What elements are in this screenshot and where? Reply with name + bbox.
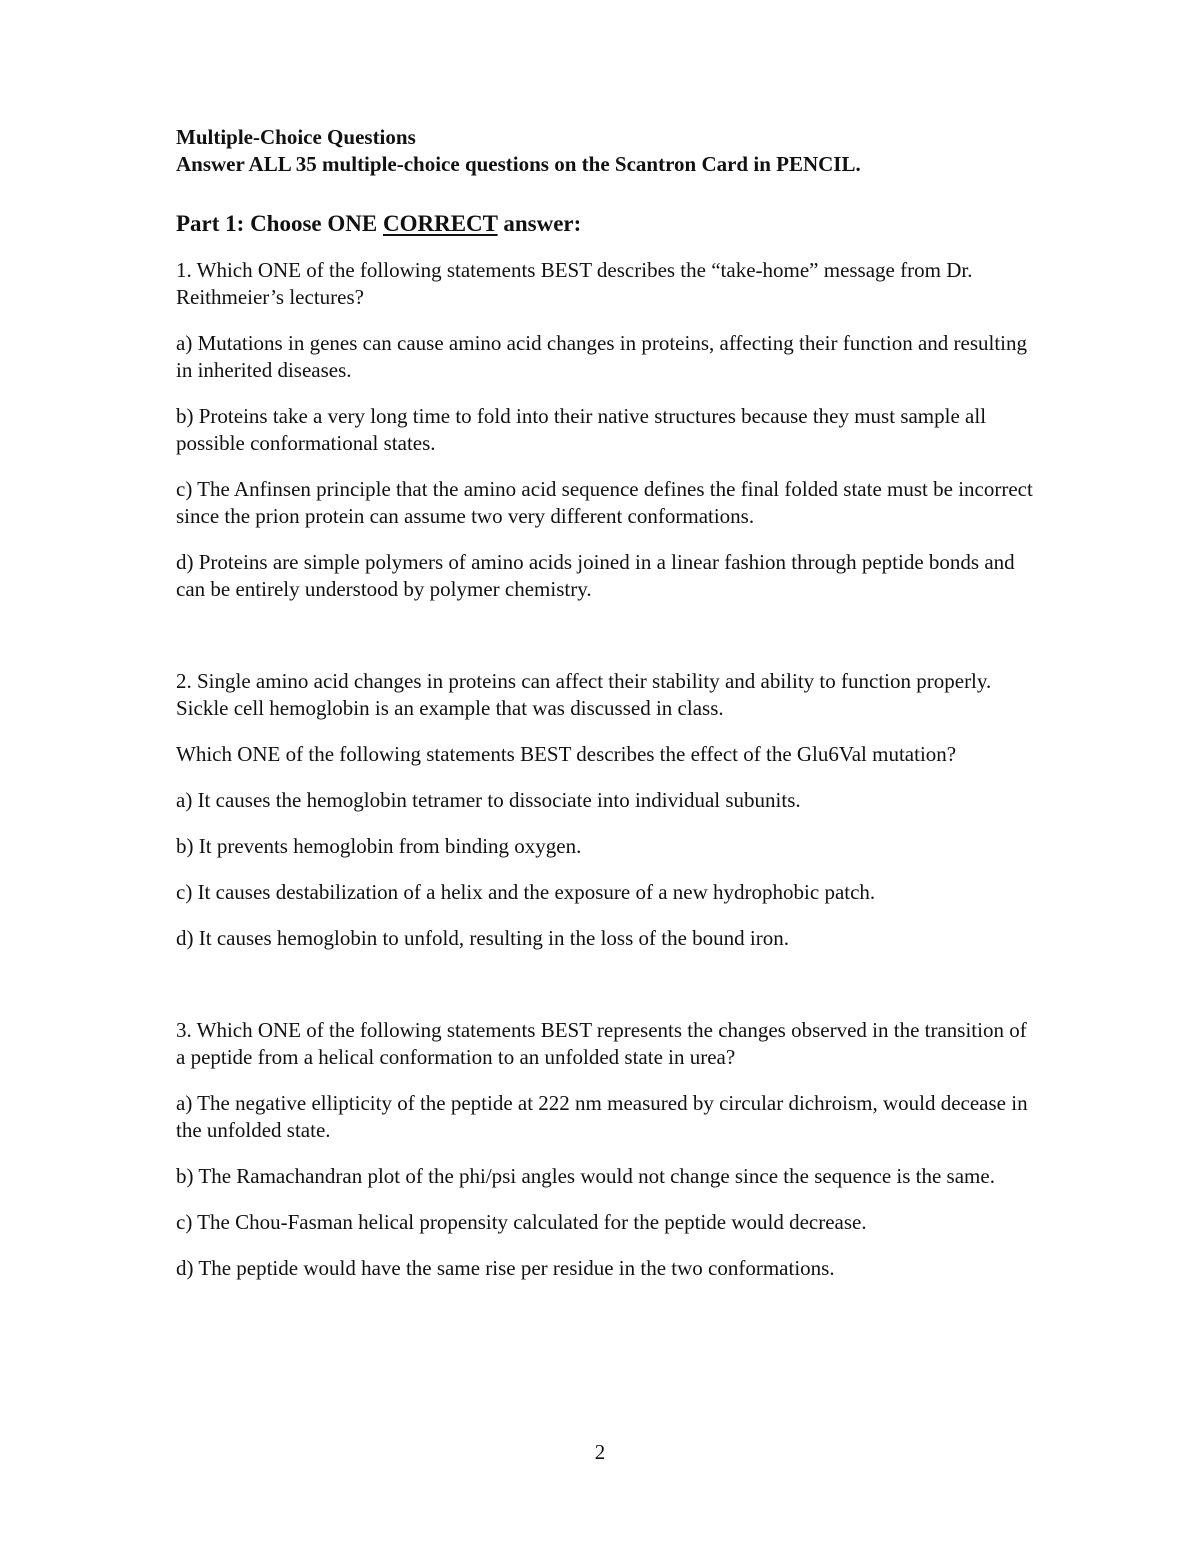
page-number: 2: [594, 1440, 606, 1464]
question-2-intro: 2. Single amino acid changes in proteins can affect their stability and ability to function properly. Sickle cell hemoglobin is an example that was discussed in class.: [176, 669, 992, 720]
question-3-option-b: b) The Ramachandran plot of the phi/psi angles would not change since the sequence is the same.: [176, 1164, 995, 1188]
question-1-option-d: d) Proteins are simple polymers of amino acids joined in a linear fashion through peptide bonds and can be entirely understood by polymer chemistry.: [176, 550, 1015, 601]
part-heading-suffix: answer:: [497, 211, 582, 236]
question-2-option-a: a) It causes the hemoglobin tetramer to dissociate into individual subunits.: [176, 788, 801, 812]
part-heading-prefix: Part 1: Choose ONE: [176, 211, 383, 236]
question-2-option-d: d) It causes hemoglobin to unfold, resulting in the loss of the bound iron.: [176, 926, 789, 950]
question-3-option-c: c) The Chou-Fasman helical propensity calculated for the peptide would decrease.: [176, 1210, 867, 1234]
question-3-stem: 3. Which ONE of the following statements BEST represents the changes observed in the transition of a peptide from a helical conformation to an unfolded state in urea?: [176, 1018, 1027, 1069]
question-1-option-b: b) Proteins take a very long time to fold into their native structures because they must sample all possible conformational states.: [176, 404, 987, 455]
part-heading-emphasis: CORRECT: [382, 211, 498, 236]
section-title: Multiple-Choice Questions: [176, 125, 416, 149]
page-content: [176, 124, 1036, 1282]
question-1-option-a: a) Mutations in genes can cause amino acid changes in proteins, affecting their function and resulting in inherited diseases.: [176, 331, 1028, 382]
question-3: [176, 1017, 1036, 1282]
question-2-stem: Which ONE of the following statements BEST describes the effect of the Glu6Val mutation?: [176, 742, 957, 766]
question-3-option-a: a) The negative ellipticity of the peptide at 222 nm measured by circular dichroism, would decease in the unfolded state.: [176, 1091, 1028, 1142]
part-heading: [176, 209, 1036, 239]
question-2-option-c: c) It causes destabilization of a helix and the exposure of a new hydrophobic patch.: [176, 880, 876, 904]
question-2-option-b: b) It prevents hemoglobin from binding oxygen.: [176, 834, 582, 858]
question-1-option-c: c) The Anfinsen principle that the amino acid sequence defines the final folded state must be incorrect since the prion protein can assume two very different conformations.: [176, 477, 1033, 528]
section-instruction: Answer ALL 35 multiple-choice questions on the Scantron Card in PENCIL.: [176, 152, 861, 176]
question-1-stem: 1. Which ONE of the following statements BEST describes the “take-home” message from Dr. Reithmeier’s lectures?: [176, 258, 973, 309]
question-1: [176, 257, 1036, 603]
question-3-option-d: d) The peptide would have the same rise per residue in the two conformations.: [176, 1256, 835, 1280]
question-2: [176, 668, 1036, 952]
